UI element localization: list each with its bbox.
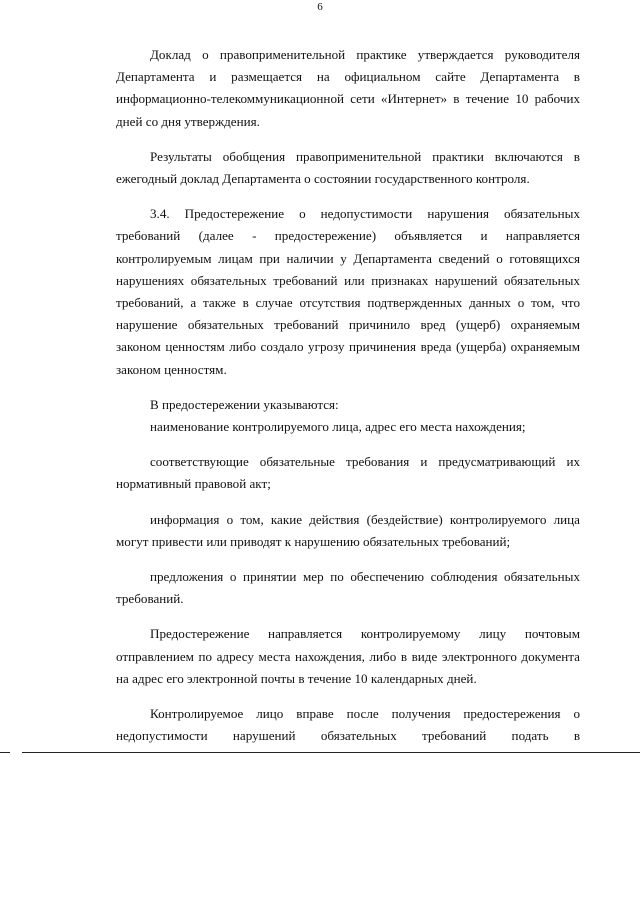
paragraph-warning-item-actions: информация о том, какие действия (бездействие) контролируемого лица могут привести или приводят к нарушению обязательных требований; (116, 511, 580, 549)
document-body (116, 44, 580, 747)
paragraph-objection-right: Контролируемое лицо вправе после получения предостережения о недопустимости нарушений обязательных требований подать в (116, 706, 580, 744)
bottom-rule (22, 752, 640, 753)
paragraph-report-results: Результаты обобщения правоприменительной практики включаются в ежегодный доклад Департамента о состоянии государственного контроля. (116, 148, 580, 187)
paragraph-warning-definition: 3.4. Предостережение о недопустимости нарушения обязательных требований (далее - предостережение) объявляется и направляется контролируемым лицам при наличии у Департамента сведений о готовящихся нарушениях обязательных требований или признаках нарушений обязательных требований, а также в случае отсутствия подтвержденных данных о том, что нарушение обязательных требований причинило вред (ущерб) охраняемым законом ценностям либо создало угрозу причинения вреда (ущерба) охраняемым законом ценностям. (116, 206, 580, 377)
paragraph-warning-item-requirements: соответствующие обязательные требования и предусматривающий их нормативный правовой акт; (116, 454, 580, 492)
page-number: 6 (317, 1, 323, 13)
bottom-tick-mark (0, 752, 10, 753)
paragraph-report-approval: Доклад о правоприменительной практике утверждается руководителя Департамента и размещается на официальном сайте Департамента в информационно-телекоммуникационной сети «Интернет» в течение 10 рабочих дней со дня утверждения. (116, 47, 580, 129)
paragraph-warning-item-name: наименование контролируемого лица, адрес его места нахождения; (150, 419, 526, 435)
paragraph-warning-delivery: Предостережение направляется контролируемому лицу почтовым отправлением по адресу места нахождения, либо в виде электронного документа на адрес его электронной почты в течение 10 календарных дней. (116, 626, 580, 686)
paragraph-warning-contents-intro: В предостережении указываются: (150, 396, 339, 412)
paragraph-warning-item-proposals: предложения о принятии мер по обеспечению соблюдения обязательных требований. (116, 569, 580, 607)
